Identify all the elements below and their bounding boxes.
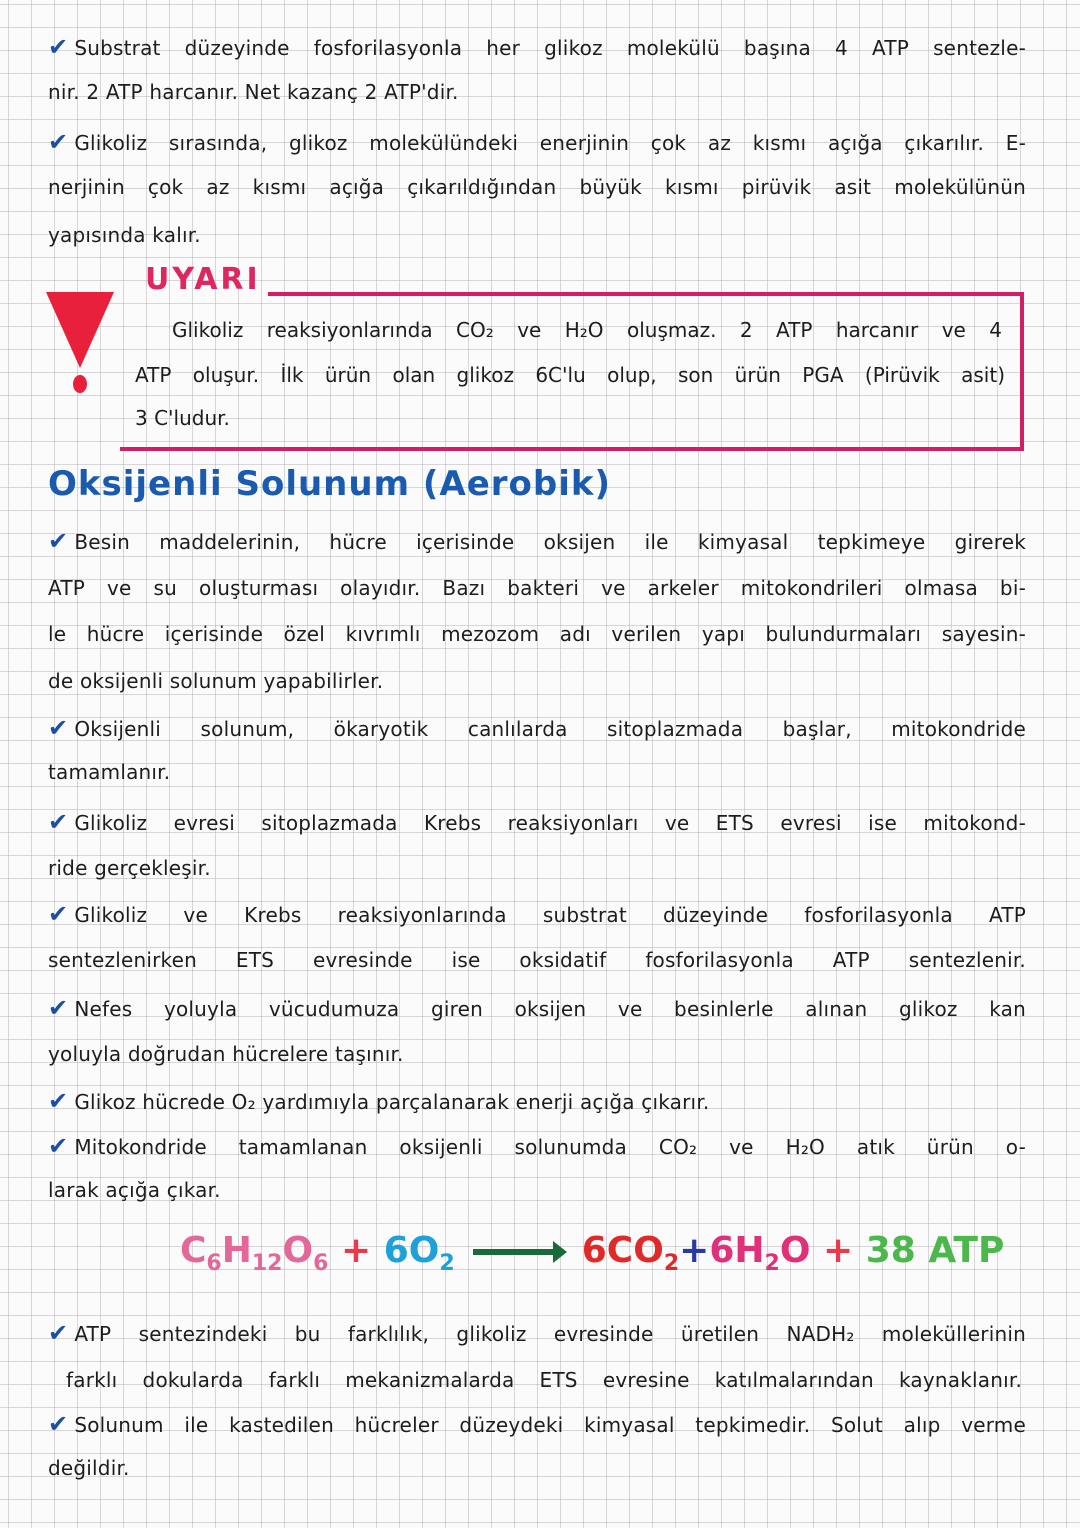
check-icon: ✔ bbox=[48, 900, 69, 928]
check-icon: ✔ bbox=[48, 994, 69, 1022]
warning-title: UYARI bbox=[145, 262, 261, 297]
line-text: ATP sentezindeki bu farklılık, glikoliz evresinde üretilen NADH₂ moleküllerinin bbox=[74, 1322, 1026, 1346]
eq-sub: 2 bbox=[764, 1251, 780, 1277]
line-text: Besin maddelerinin, hücre içerisinde oksijen ile kimyasal tepkimeye girerek bbox=[74, 530, 1026, 554]
water bbox=[709, 1230, 811, 1277]
check-icon: ✔ bbox=[48, 714, 69, 742]
check-icon: ✔ bbox=[48, 808, 69, 836]
text-line: yapısında kalır. bbox=[48, 223, 201, 247]
text-line bbox=[48, 128, 1026, 157]
text-line bbox=[48, 900, 1026, 929]
plus-sign: + bbox=[822, 1230, 854, 1271]
line-text: Glikoz hücrede O₂ yardımıyla parçalanarak enerji açığa çıkarır. bbox=[74, 1090, 710, 1114]
line-text: Solunum ile kastedilen hücreler düzeydeki kimyasal tepkimedir. Solut alıp verme bbox=[74, 1413, 1026, 1437]
text-line: ATP ve su oluşturması olayıdır. Bazı bakteri ve arkeler mitokondrileri olmasa bi- bbox=[48, 576, 1026, 600]
text-line: tamamlanır. bbox=[48, 760, 171, 784]
text-line: değildir. bbox=[48, 1456, 130, 1480]
eq-sub: 2 bbox=[439, 1251, 455, 1277]
text-line: farklı dokularda farklı mekanizmalarda ETS evresine katılmalarından kaynaklanır. bbox=[66, 1368, 1022, 1392]
check-icon: ✔ bbox=[48, 1087, 69, 1115]
text-line: yoluyla doğrudan hücrelere taşınır. bbox=[48, 1042, 404, 1066]
text-line bbox=[48, 33, 1026, 62]
eq-sub: 12 bbox=[251, 1251, 283, 1277]
check-icon: ✔ bbox=[48, 527, 69, 555]
oxygen bbox=[383, 1230, 455, 1277]
warning-line: Glikoliz reaksiyonlarında CO₂ ve H₂O oluşmaz. 2 ATP harcanır ve 4 bbox=[172, 318, 1002, 342]
plus-sign: + bbox=[679, 1230, 710, 1271]
warning-line: ATP oluşur. İlk ürün olan glikoz 6C'lu olup, son ürün PGA (Pirüvik asit) bbox=[135, 363, 1005, 387]
arrow-icon bbox=[473, 1249, 563, 1255]
carbon-dioxide bbox=[581, 1230, 680, 1277]
text-line: nir. 2 ATP harcanır. Net kazanç 2 ATP'dir. bbox=[48, 80, 459, 104]
atp-yield: 38 ATP bbox=[865, 1230, 1005, 1271]
check-icon: ✔ bbox=[48, 33, 69, 61]
respiration-equation bbox=[180, 1230, 1004, 1276]
text-line: ride gerçekleşir. bbox=[48, 856, 211, 880]
eq-text: 6CO bbox=[581, 1230, 664, 1271]
text-line: le hücre içerisinde özel kıvrımlı mezozom adı verilen yapı bulundurmaları sayesin- bbox=[48, 622, 1026, 646]
line-text: Glikoliz sırasında, glikoz molekülündeki enerjinin çok az kısmı açığa çıkarılır. E- bbox=[74, 131, 1026, 155]
eq-text: 6H bbox=[709, 1230, 765, 1271]
eq-text: 6O bbox=[383, 1230, 440, 1271]
eq-sub: 6 bbox=[313, 1251, 329, 1277]
check-icon: ✔ bbox=[48, 1132, 69, 1160]
line-text: Oksijenli solunum, ökaryotik canlılarda sitoplazmada başlar, mitokondride bbox=[74, 717, 1026, 741]
check-icon: ✔ bbox=[48, 128, 69, 156]
text-line: nerjinin çok az kısmı açığa çıkarıldığından büyük kısmı pirüvik asit molekülünün bbox=[48, 175, 1026, 199]
warning-line: 3 C'ludur. bbox=[135, 406, 230, 430]
text-line bbox=[48, 1319, 1026, 1348]
eq-sub: 6 bbox=[206, 1251, 222, 1277]
eq-text: O bbox=[282, 1230, 314, 1271]
line-text: Glikoliz ve Krebs reaksiyonlarında substrat düzeyinde fosforilasyonla ATP bbox=[74, 903, 1026, 927]
check-icon: ✔ bbox=[48, 1319, 69, 1347]
warning-icon bbox=[44, 290, 116, 400]
text-line: larak açığa çıkar. bbox=[48, 1178, 221, 1202]
text-line bbox=[48, 527, 1026, 556]
eq-text: O bbox=[779, 1230, 811, 1271]
text-line bbox=[48, 1132, 1026, 1161]
warning-top-line bbox=[268, 292, 1024, 296]
text-line bbox=[48, 714, 1026, 743]
text-line bbox=[48, 1087, 1026, 1116]
text-line bbox=[48, 1410, 1026, 1439]
line-text: Glikoliz evresi sitoplazmada Krebs reaksiyonları ve ETS evresi ise mitokond- bbox=[74, 811, 1026, 835]
line-text: Substrat düzeyinde fosforilasyonla her glikoz molekülü başına 4 ATP sentezle- bbox=[74, 36, 1026, 60]
check-icon: ✔ bbox=[48, 1410, 69, 1438]
eq-text: H bbox=[221, 1230, 252, 1271]
plus-sign: + bbox=[340, 1230, 372, 1271]
text-line: de oksijenli solunum yapabilirler. bbox=[48, 669, 384, 693]
glucose bbox=[180, 1230, 329, 1277]
line-text: Nefes yoluyla vücudumuza giren oksijen ve besinlerle alınan glikoz kan bbox=[74, 997, 1026, 1021]
text-line bbox=[48, 808, 1026, 837]
section-heading: Oksijenli Solunum (Aerobik) bbox=[48, 464, 612, 504]
eq-text: C bbox=[180, 1230, 207, 1271]
eq-sub: 2 bbox=[663, 1251, 680, 1277]
line-text: Mitokondride tamamlanan oksijenli solunumda CO₂ ve H₂O atık ürün o- bbox=[74, 1135, 1026, 1159]
text-line: sentezlenirken ETS evresinde ise oksidatif fosforilasyonla ATP sentezlenir. bbox=[48, 948, 1026, 972]
text-line bbox=[48, 994, 1026, 1023]
